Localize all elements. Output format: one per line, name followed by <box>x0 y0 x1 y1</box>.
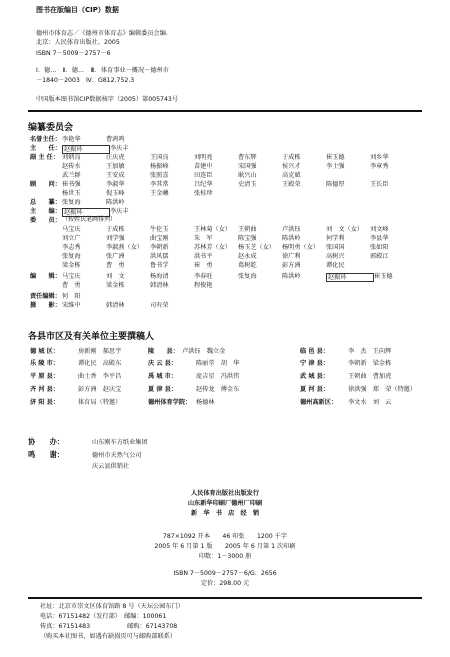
committee-member: 李章秀 <box>370 163 389 170</box>
contributor-place: 平 原 县： <box>30 373 60 380</box>
contributor-place: 济 阳 县： <box>30 399 60 406</box>
committee-member: 朱 军 <box>194 235 213 242</box>
contributor-names: 王朝曲 曹加虎 <box>348 373 392 380</box>
committee-member: 李朝新 <box>150 244 169 251</box>
committee-name-row <box>62 244 414 251</box>
contributor-place: 临 邑 县： <box>300 348 330 355</box>
committee-member: 彭方洲 <box>282 262 301 269</box>
contributor-place: 武 城 县： <box>300 373 330 380</box>
cip-subjects2: －1840－2003 Ⅳ．G812.752.3 <box>36 77 135 84</box>
contributor-place: 夏 河 县： <box>300 386 330 393</box>
committee-member: 鲁书学 <box>150 262 169 269</box>
committee-member: 张桂珍 <box>194 190 213 197</box>
cip-heading: 图书在版编目（CIP）数据 <box>36 6 119 14</box>
committee-member: 崔 勇 <box>194 262 213 269</box>
committee-title: 编纂委员会 <box>28 123 74 133</box>
committee-member: 李士强 <box>326 163 345 170</box>
spec-line-3: 印数：1－3000 册 <box>198 553 252 560</box>
publisher-isbn: ISBN 7－5009－2757－6/G．2656 <box>173 570 277 577</box>
committee-member: 曲宝刚 <box>150 235 169 242</box>
divider-bottom <box>28 597 422 599</box>
committee-member: 张国国 <box>326 244 345 251</box>
committee-member: 赵永成 <box>238 253 257 260</box>
committee-member: 张复海 <box>62 253 81 260</box>
committee-member: 张照喜 <box>150 172 169 179</box>
committee-name-row <box>62 262 370 269</box>
contributor-place: 德州体育学院： <box>148 399 192 406</box>
committee-member: 张复海 <box>238 273 257 280</box>
contributor-place: 夏 津 县： <box>148 386 178 393</box>
committee-member: 李淑燕（女） <box>106 244 144 251</box>
committee-name-row <box>62 302 194 309</box>
committee-member: 高克斌 <box>282 172 301 179</box>
committee-member: 崔玉德 <box>326 154 345 161</box>
committee-member: 刘 文（女） <box>326 226 364 233</box>
committee-member: 曹东辉 <box>238 154 257 161</box>
committee-member: 张如阳 <box>370 244 389 251</box>
committee-member: 杨明勇（女） <box>282 244 320 251</box>
contributor-place: 德州高新区： <box>300 399 338 406</box>
committee-role-label: 主 任： <box>30 145 61 152</box>
cip-line2: 北京：人民体育出版社，2005 <box>36 39 120 46</box>
assist-value: 山东刚车方纸业集团 <box>92 439 148 446</box>
contributor-names: 彭方洲 赵庆宝 <box>78 386 122 393</box>
committee-role-label: 摄 影： <box>30 302 61 309</box>
thanks-value-1: 德州市天然气公司 <box>92 452 142 459</box>
committee-member: 何学利 <box>326 235 345 242</box>
committee-member: 韩清林 <box>150 282 169 289</box>
committee-member: 李淑华 <box>106 181 125 188</box>
committee-member: 洪风儒 <box>150 253 169 260</box>
committee-member: 杨世玉 <box>62 190 81 197</box>
contributor-place: 德 城 区： <box>30 348 60 355</box>
committee-member: 侯兴才 <box>282 163 301 170</box>
contributor-names: 陈丽堂 胡 华 <box>196 360 240 367</box>
committee-member: 卢洪钰 <box>282 226 301 233</box>
committee-member: 陈德厚 <box>326 181 345 188</box>
contributor-names: 曲士香 李平昌 <box>78 373 122 380</box>
committee-member: （按姓氏笔画排列） <box>62 216 117 223</box>
committee-member: 牛伦玉 <box>150 226 169 233</box>
contributors-title: 各县市区及有关单位主要撰稿人 <box>28 332 155 342</box>
committee-member: 陈洪岭 <box>282 235 301 242</box>
contributor-names: 杨德林 <box>196 399 215 406</box>
committee-member: 赵振环 <box>62 208 110 217</box>
committee-member: 曹 勇 <box>106 262 125 269</box>
committee-member: 杨海清 <box>150 273 169 280</box>
committee-member: 赵振环 <box>62 145 110 154</box>
contributor-place: 庆 云 县： <box>148 360 178 367</box>
committee-name-row <box>62 253 414 260</box>
committee-member: 李春旺 <box>194 273 213 280</box>
committee-member: 田连臣 <box>194 172 213 179</box>
committee-member: 李庆丰 <box>110 145 129 152</box>
committee-member: 崔书强 <box>62 181 81 188</box>
committee-member: 刘乡华 <box>370 154 389 161</box>
committee-name-row <box>62 136 150 143</box>
committee-member: 曹 勇 <box>62 282 81 289</box>
contact-line-4: （购买本社图书，如遇有缺损页可与邮购部联系） <box>40 633 177 640</box>
committee-member: 李志秀 <box>62 244 81 251</box>
committee-member: 陈宝强 <box>238 235 257 242</box>
committee-member: 宋国强 <box>238 163 257 170</box>
publisher-line-1: 人民体育出版社出版发行 <box>190 490 260 497</box>
committee-member: 曹鸿鸣 <box>106 136 125 143</box>
cip-line1: 德州市体育志／《德州市体育志》编辑委员会编． <box>36 30 173 37</box>
committee-name-row <box>62 199 150 206</box>
contributor-names: 谭化民 高殿东 <box>78 360 122 367</box>
committee-member: 刘学强 <box>106 235 125 242</box>
committee-member: 李其常 <box>150 181 169 188</box>
committee-name-row <box>62 226 414 233</box>
committee-member: 王金曦 <box>150 190 169 197</box>
committee-member: 梁金栋 <box>62 262 81 269</box>
contributor-names: 体育局（特邀） <box>78 399 122 406</box>
committee-member: 司有荣 <box>150 302 169 309</box>
committee-name-row <box>62 282 238 289</box>
price: 定价：298.00 元 <box>200 580 250 587</box>
committee-member: 耿兴山 <box>238 172 257 179</box>
contact-line-3: 传真：67151483 邮购：67143708 <box>40 623 178 630</box>
contact-line-1: 社址：北京市崇文区体育馆路 8 号（天坛公园东门） <box>40 603 184 610</box>
committee-name-row <box>62 172 326 179</box>
contributor-names: 赵传龙 傅金东 <box>196 386 240 393</box>
committee-member: 谭化民 <box>326 262 345 269</box>
committee-member: 于成栋 <box>106 226 125 233</box>
contributor-place: 陵 县： <box>148 348 179 355</box>
committee-member: 何 阳 <box>62 293 81 300</box>
committee-member: 郭殿江 <box>370 253 389 260</box>
committee-role-label: 委 员： <box>30 217 61 224</box>
committee-member: 汪庆虎 <box>106 154 125 161</box>
committee-member: 刘炳良 <box>62 154 81 161</box>
committee-member: 武兰群 <box>62 172 81 179</box>
committee-name-row <box>62 235 414 242</box>
committee-member: 王安成 <box>106 172 125 179</box>
committee-name-row <box>62 154 414 161</box>
committee-member: 张广洲 <box>106 253 125 260</box>
committee-member: 高树兴 <box>326 253 345 260</box>
committee-member: 刘明亮 <box>194 154 213 161</box>
committee-member: 宋维中 <box>62 302 81 309</box>
committee-member: 杨玉芝（女） <box>238 244 276 251</box>
contributor-names: 房新刚 郝思宇 <box>78 348 122 355</box>
spec-line-1: 787×1092 开本 46 印张 1200 千字 <box>162 533 288 540</box>
committee-member: 徐广利 <box>282 253 301 260</box>
committee-role-label: 总 纂： <box>30 199 61 206</box>
divider-top <box>28 110 422 112</box>
contributor-place: 禹 城 市： <box>148 373 178 380</box>
committee-member: 张复海 <box>62 199 81 206</box>
committee-role-label: 编 辑： <box>30 273 61 280</box>
committee-role-label: 责任编辑： <box>30 293 61 300</box>
committee-role-label: 主 编： <box>30 208 61 215</box>
committee-member: 赵传水 <box>62 163 81 170</box>
committee-member: 程俊艳 <box>194 282 213 289</box>
committee-member: 刘立广 <box>62 235 81 242</box>
cip-isbn: ISBN 7－5009－2757－6 <box>36 50 111 57</box>
committee-member: 刘 文 <box>106 273 125 280</box>
committee-member: 倪玉峰 <box>106 190 125 197</box>
contributor-names: 李 杰 王向辉 <box>348 348 392 355</box>
contributor-names: 卢洪钰 魏立金 <box>182 348 226 355</box>
committee-name-row <box>62 190 238 197</box>
spec-line-2: 2005 年 6 月第 1 版 2005 年 6 月第 1 次印刷 <box>154 543 296 550</box>
committee-name-row <box>62 181 414 188</box>
thanks-value-2: 庆云县供销社 <box>92 463 130 470</box>
committee-member: 陈洪岭 <box>282 273 301 280</box>
publisher-line-2: 山东新华印刷厂德州厂印刷 <box>187 500 263 507</box>
contributor-place: 齐 河 县： <box>30 386 60 393</box>
committee-member: 杨振峰 <box>150 163 169 170</box>
committee-member: 马宝庆 <box>62 226 81 233</box>
committee-name-row <box>62 163 414 170</box>
committee-member: 韩清林 <box>106 302 125 309</box>
committee-member: 吕纪华 <box>194 181 213 188</box>
committee-name-row <box>62 293 106 300</box>
committee-member: 王加敏 <box>106 163 125 170</box>
cip-subjects1: Ⅰ．德… Ⅱ．德… Ⅲ．体育事业－概况－德州市 <box>36 67 169 74</box>
committee-role-label: 副 主 任： <box>30 154 60 161</box>
committee-member: 赵振环 <box>326 273 374 282</box>
contributor-names: 庞吉星 冯洪伟 <box>196 373 240 380</box>
committee-member: 王殿荣 <box>282 181 301 188</box>
committee-role-label: 顾 问： <box>30 181 61 188</box>
contact-line-2: 电话：67151482（发行部） 邮编：100061 <box>40 613 167 620</box>
committee-member: 王林菊（女） <box>194 226 232 233</box>
committee-name-row <box>62 273 418 282</box>
committee-name-row <box>62 217 182 224</box>
publisher-line-3: 新 华 书 店 经 销 <box>190 510 260 517</box>
committee-member: 苏林芳（女） <box>194 244 232 251</box>
committee-member: 于成栋 <box>282 154 301 161</box>
committee-member: 陈洪岭 <box>106 199 125 206</box>
committee-name-row <box>62 145 154 154</box>
committee-member: 王朝曲 <box>238 226 257 233</box>
committee-member: 王国良 <box>150 154 169 161</box>
committee-member: 史清玉 <box>238 181 257 188</box>
contributor-names: 徐洪强 郑 荣（特邀） <box>348 386 417 393</box>
cip-number: 中国版本图书馆CIP数据核字（2005）第005743号 <box>36 96 179 103</box>
committee-role-label: 名誉主任： <box>30 136 61 143</box>
committee-member: 马宝庆 <box>62 273 81 280</box>
committee-member: 李县华 <box>370 235 389 242</box>
committee-member: 梁金栋 <box>106 282 125 289</box>
committee-member: 洪书平 <box>194 253 213 260</box>
committee-member: 王长臣 <box>370 181 389 188</box>
committee-member: 刘文峰 <box>370 226 389 233</box>
committee-member: 崔玉德 <box>374 273 393 280</box>
assist-label: 协 办： <box>28 437 64 446</box>
committee-member: 苗建中 <box>194 163 213 170</box>
committee-member: 葛树乾 <box>238 262 257 269</box>
thanks-label: 鸣 谢： <box>28 450 64 459</box>
contributor-names: 李朝新 梁金栋 <box>348 360 392 367</box>
contributor-place: 宁 津 县： <box>300 360 330 367</box>
committee-member: 李庆丰 <box>110 208 129 215</box>
contributor-place: 乐 陵 市： <box>30 360 60 367</box>
contributor-names: 李文水 刘 云 <box>348 399 392 406</box>
committee-member: 李艳华 <box>62 136 81 143</box>
